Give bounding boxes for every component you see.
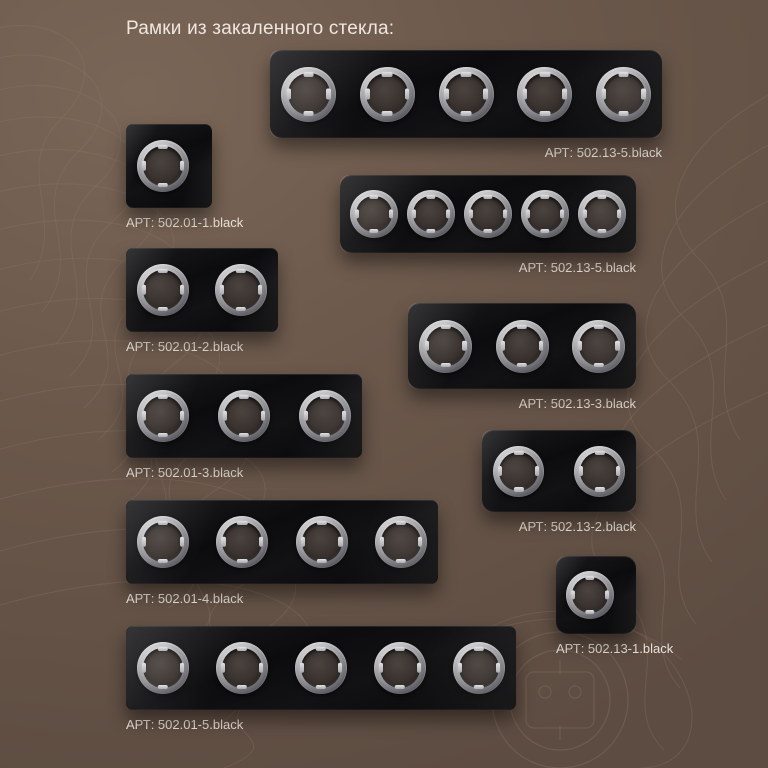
- socket-clip-l: [602, 89, 607, 100]
- socket-clip-l: [142, 411, 146, 421]
- socket-clip-b: [540, 229, 549, 233]
- socket-clip-l: [444, 89, 449, 100]
- socket-ring-icon: [137, 390, 189, 442]
- socket-clip-t: [540, 195, 549, 199]
- socket-clip-b: [158, 433, 168, 437]
- socket-ring-icon: [360, 67, 415, 122]
- socket-clip-t: [237, 647, 247, 651]
- socket-ring-icon: [496, 320, 549, 373]
- socket-aperture: [143, 522, 183, 562]
- socket-clip-r: [389, 209, 393, 218]
- product-caption: АРТ: 502.01-2.black: [126, 339, 244, 354]
- page-title: Рамки из закаленного стекла:: [126, 18, 395, 39]
- socket-ring-icon: [574, 446, 625, 497]
- socket-aperture: [426, 326, 466, 366]
- socket-clip-r: [462, 341, 466, 351]
- product-caption: АРТ: 502.13-5.black: [518, 260, 636, 275]
- frame-body[interactable]: [126, 248, 278, 332]
- socket-clip-b: [539, 111, 550, 116]
- socket-aperture: [502, 326, 542, 366]
- socket-clip-r: [535, 466, 539, 476]
- socket-clip-l: [523, 89, 528, 100]
- socket-clip-l: [142, 537, 146, 547]
- socket-clip-b: [483, 229, 492, 233]
- socket-clip-b: [316, 559, 326, 563]
- socket-ring-icon: [439, 67, 494, 122]
- socket-clip-r: [405, 89, 410, 100]
- socket-clip-t: [593, 325, 603, 329]
- product-caption: АРТ: 502.01-1.black: [126, 215, 244, 230]
- socket-aperture: [579, 326, 619, 366]
- product-caption: АРТ: 502.01-4.black: [126, 591, 244, 606]
- frame-body[interactable]: [126, 626, 516, 710]
- product-caption: АРТ: 502.13-2.black: [518, 519, 636, 534]
- socket-clip-r: [259, 537, 263, 547]
- product-item[interactable]: [556, 556, 674, 656]
- socket-ring-icon: [296, 516, 348, 568]
- socket-clip-r: [616, 466, 620, 476]
- socket-clip-t: [303, 72, 314, 77]
- socket-clip-t: [513, 451, 523, 455]
- socket-aperture: [381, 522, 421, 562]
- socket-clip-b: [158, 685, 168, 689]
- socket-clip-t: [239, 395, 249, 399]
- socket-clip-r: [617, 209, 621, 218]
- socket-clip-b: [158, 307, 168, 311]
- socket-clip-r: [417, 663, 421, 673]
- socket-ring-icon: [137, 140, 189, 192]
- socket-aperture: [572, 577, 608, 613]
- socket-clip-t: [474, 647, 484, 651]
- product-item[interactable]: [126, 374, 362, 480]
- socket-ring-icon: [281, 67, 336, 122]
- socket-clip-r: [496, 663, 500, 673]
- socket-clip-t: [158, 647, 168, 651]
- frame-body[interactable]: [126, 124, 212, 208]
- socket-clip-l: [287, 89, 292, 100]
- socket-clip-b: [237, 559, 247, 563]
- socket-clip-l: [355, 209, 359, 218]
- socket-clip-b: [618, 111, 629, 116]
- socket-clip-l: [469, 209, 473, 218]
- socket-clip-l: [583, 209, 587, 218]
- socket-clip-b: [513, 487, 523, 491]
- socket-clip-t: [618, 72, 629, 77]
- socket-clip-b: [303, 111, 314, 116]
- socket-clip-t: [396, 521, 406, 525]
- socket-aperture: [221, 270, 261, 310]
- socket-aperture: [459, 648, 499, 688]
- socket-clip-r: [180, 663, 184, 673]
- socket-clip-t: [517, 325, 527, 329]
- socket-clip-b: [585, 610, 594, 614]
- socket-clip-b: [237, 685, 247, 689]
- socket-clip-r: [338, 663, 342, 673]
- socket-clip-b: [440, 363, 450, 367]
- socket-clip-t: [426, 195, 435, 199]
- socket-clip-r: [258, 285, 262, 295]
- socket-clip-l: [579, 466, 583, 476]
- product-caption: АРТ: 502.13-3.black: [518, 396, 636, 411]
- frame-body[interactable]: [556, 556, 636, 634]
- socket-clip-l: [380, 537, 384, 547]
- socket-aperture: [584, 196, 620, 232]
- socket-aperture: [288, 73, 330, 115]
- socket-clip-t: [585, 576, 594, 580]
- product-item[interactable]: [408, 303, 636, 411]
- socket-ring-icon: [137, 516, 189, 568]
- socket-clip-b: [316, 685, 326, 689]
- socket-clip-b: [158, 183, 168, 187]
- socket-clip-b: [236, 307, 246, 311]
- socket-clip-l: [300, 663, 304, 673]
- socket-clip-l: [365, 89, 370, 100]
- socket-ring-icon: [218, 390, 270, 442]
- socket-ring-icon: [299, 390, 351, 442]
- product-item[interactable]: [126, 500, 438, 606]
- socket-clip-l: [412, 209, 416, 218]
- socket-clip-t: [597, 195, 606, 199]
- socket-aperture: [302, 522, 342, 562]
- product-item[interactable]: [482, 430, 636, 534]
- product-caption: АРТ: 502.13-5.black: [544, 145, 662, 160]
- socket-aperture: [527, 196, 563, 232]
- socket-clip-l: [142, 663, 146, 673]
- product-caption: АРТ: 502.01-3.black: [126, 465, 244, 480]
- socket-clip-r: [503, 209, 507, 218]
- socket-clip-b: [395, 685, 405, 689]
- socket-aperture: [305, 396, 345, 436]
- socket-clip-b: [517, 363, 527, 367]
- socket-aperture: [470, 196, 506, 232]
- socket-clip-r: [180, 411, 184, 421]
- socket-clip-r: [615, 341, 619, 351]
- socket-clip-b: [426, 229, 435, 233]
- socket-clip-l: [425, 341, 429, 351]
- socket-aperture: [224, 396, 264, 436]
- socket-aperture: [143, 146, 183, 186]
- socket-clip-r: [418, 537, 422, 547]
- socket-clip-r: [539, 341, 543, 351]
- socket-ring-icon: [407, 190, 455, 238]
- socket-clip-l: [301, 537, 305, 547]
- socket-clip-t: [440, 325, 450, 329]
- socket-clip-r: [641, 89, 646, 100]
- socket-ring-icon: [375, 516, 427, 568]
- socket-clip-b: [158, 559, 168, 563]
- socket-clip-r: [259, 663, 263, 673]
- socket-ring-icon: [464, 190, 512, 238]
- socket-aperture: [356, 196, 392, 232]
- socket-clip-t: [369, 195, 378, 199]
- frame-body[interactable]: [270, 50, 662, 138]
- socket-clip-b: [320, 433, 330, 437]
- socket-clip-r: [562, 89, 567, 100]
- socket-clip-r: [560, 209, 564, 218]
- socket-clip-t: [382, 72, 393, 77]
- product-item[interactable]: [270, 50, 662, 160]
- product-item[interactable]: [126, 124, 244, 230]
- socket-clip-r: [483, 89, 488, 100]
- socket-aperture: [524, 73, 566, 115]
- socket-clip-r: [180, 285, 184, 295]
- socket-ring-icon: [578, 190, 626, 238]
- socket-aperture: [143, 648, 183, 688]
- socket-clip-t: [158, 145, 168, 149]
- socket-clip-r: [338, 537, 342, 547]
- socket-clip-t: [483, 195, 492, 199]
- socket-aperture: [301, 648, 341, 688]
- socket-clip-b: [597, 229, 606, 233]
- socket-clip-r: [342, 411, 346, 421]
- product-item[interactable]: [126, 248, 278, 354]
- socket-clip-b: [396, 559, 406, 563]
- socket-ring-icon: [566, 571, 614, 619]
- socket-clip-l: [142, 161, 146, 171]
- socket-clip-t: [320, 395, 330, 399]
- socket-clip-b: [239, 433, 249, 437]
- socket-ring-icon: [216, 642, 268, 694]
- socket-aperture: [143, 396, 183, 436]
- socket-aperture: [499, 452, 538, 491]
- frame-body[interactable]: [126, 374, 362, 458]
- socket-clip-l: [221, 537, 225, 547]
- socket-clip-l: [526, 209, 530, 218]
- socket-clip-l: [220, 285, 224, 295]
- socket-aperture: [366, 73, 408, 115]
- socket-clip-l: [221, 663, 225, 673]
- socket-ring-icon: [521, 190, 569, 238]
- socket-clip-l: [304, 411, 308, 421]
- socket-aperture: [603, 73, 645, 115]
- frame-body[interactable]: [126, 500, 438, 584]
- socket-aperture: [222, 648, 262, 688]
- socket-clip-l: [379, 663, 383, 673]
- frame-body[interactable]: [482, 430, 636, 512]
- socket-ring-icon: [493, 446, 544, 497]
- socket-clip-l: [501, 341, 505, 351]
- socket-ring-icon: [215, 264, 267, 316]
- socket-ring-icon: [517, 67, 572, 122]
- socket-clip-r: [261, 411, 265, 421]
- socket-clip-t: [237, 521, 247, 525]
- socket-clip-t: [395, 647, 405, 651]
- socket-ring-icon: [295, 642, 347, 694]
- socket-clip-r: [180, 537, 184, 547]
- socket-aperture: [380, 648, 420, 688]
- socket-aperture: [445, 73, 487, 115]
- socket-ring-icon: [137, 264, 189, 316]
- socket-clip-b: [369, 229, 378, 233]
- socket-clip-t: [316, 521, 326, 525]
- socket-ring-icon: [419, 320, 472, 373]
- product-item[interactable]: [126, 626, 516, 732]
- product-item[interactable]: [340, 175, 636, 275]
- socket-clip-t: [539, 72, 550, 77]
- socket-clip-t: [236, 269, 246, 273]
- socket-clip-t: [158, 521, 168, 525]
- socket-clip-t: [158, 395, 168, 399]
- socket-ring-icon: [137, 642, 189, 694]
- socket-aperture: [143, 270, 183, 310]
- socket-clip-t: [461, 72, 472, 77]
- socket-clip-l: [142, 285, 146, 295]
- product-caption: АРТ: 502.13-1.black: [556, 641, 674, 656]
- socket-clip-l: [571, 590, 575, 599]
- socket-clip-t: [316, 647, 326, 651]
- socket-ring-icon: [216, 516, 268, 568]
- socket-clip-b: [382, 111, 393, 116]
- socket-clip-l: [578, 341, 582, 351]
- socket-clip-r: [180, 161, 184, 171]
- frame-body[interactable]: [408, 303, 636, 389]
- socket-ring-icon: [453, 642, 505, 694]
- socket-clip-l: [223, 411, 227, 421]
- socket-ring-icon: [572, 320, 625, 373]
- socket-clip-t: [594, 451, 604, 455]
- socket-clip-r: [326, 89, 331, 100]
- socket-clip-t: [158, 269, 168, 273]
- socket-aperture: [222, 522, 262, 562]
- socket-clip-r: [605, 590, 609, 599]
- socket-clip-b: [461, 111, 472, 116]
- socket-clip-r: [446, 209, 450, 218]
- socket-clip-l: [498, 466, 502, 476]
- product-caption: АРТ: 502.01-5.black: [126, 717, 244, 732]
- socket-aperture: [413, 196, 449, 232]
- socket-ring-icon: [596, 67, 651, 122]
- socket-clip-b: [594, 487, 604, 491]
- frame-body[interactable]: [340, 175, 636, 253]
- socket-clip-l: [458, 663, 462, 673]
- socket-ring-icon: [374, 642, 426, 694]
- socket-ring-icon: [350, 190, 398, 238]
- socket-clip-b: [474, 685, 484, 689]
- socket-aperture: [580, 452, 619, 491]
- socket-clip-b: [593, 363, 603, 367]
